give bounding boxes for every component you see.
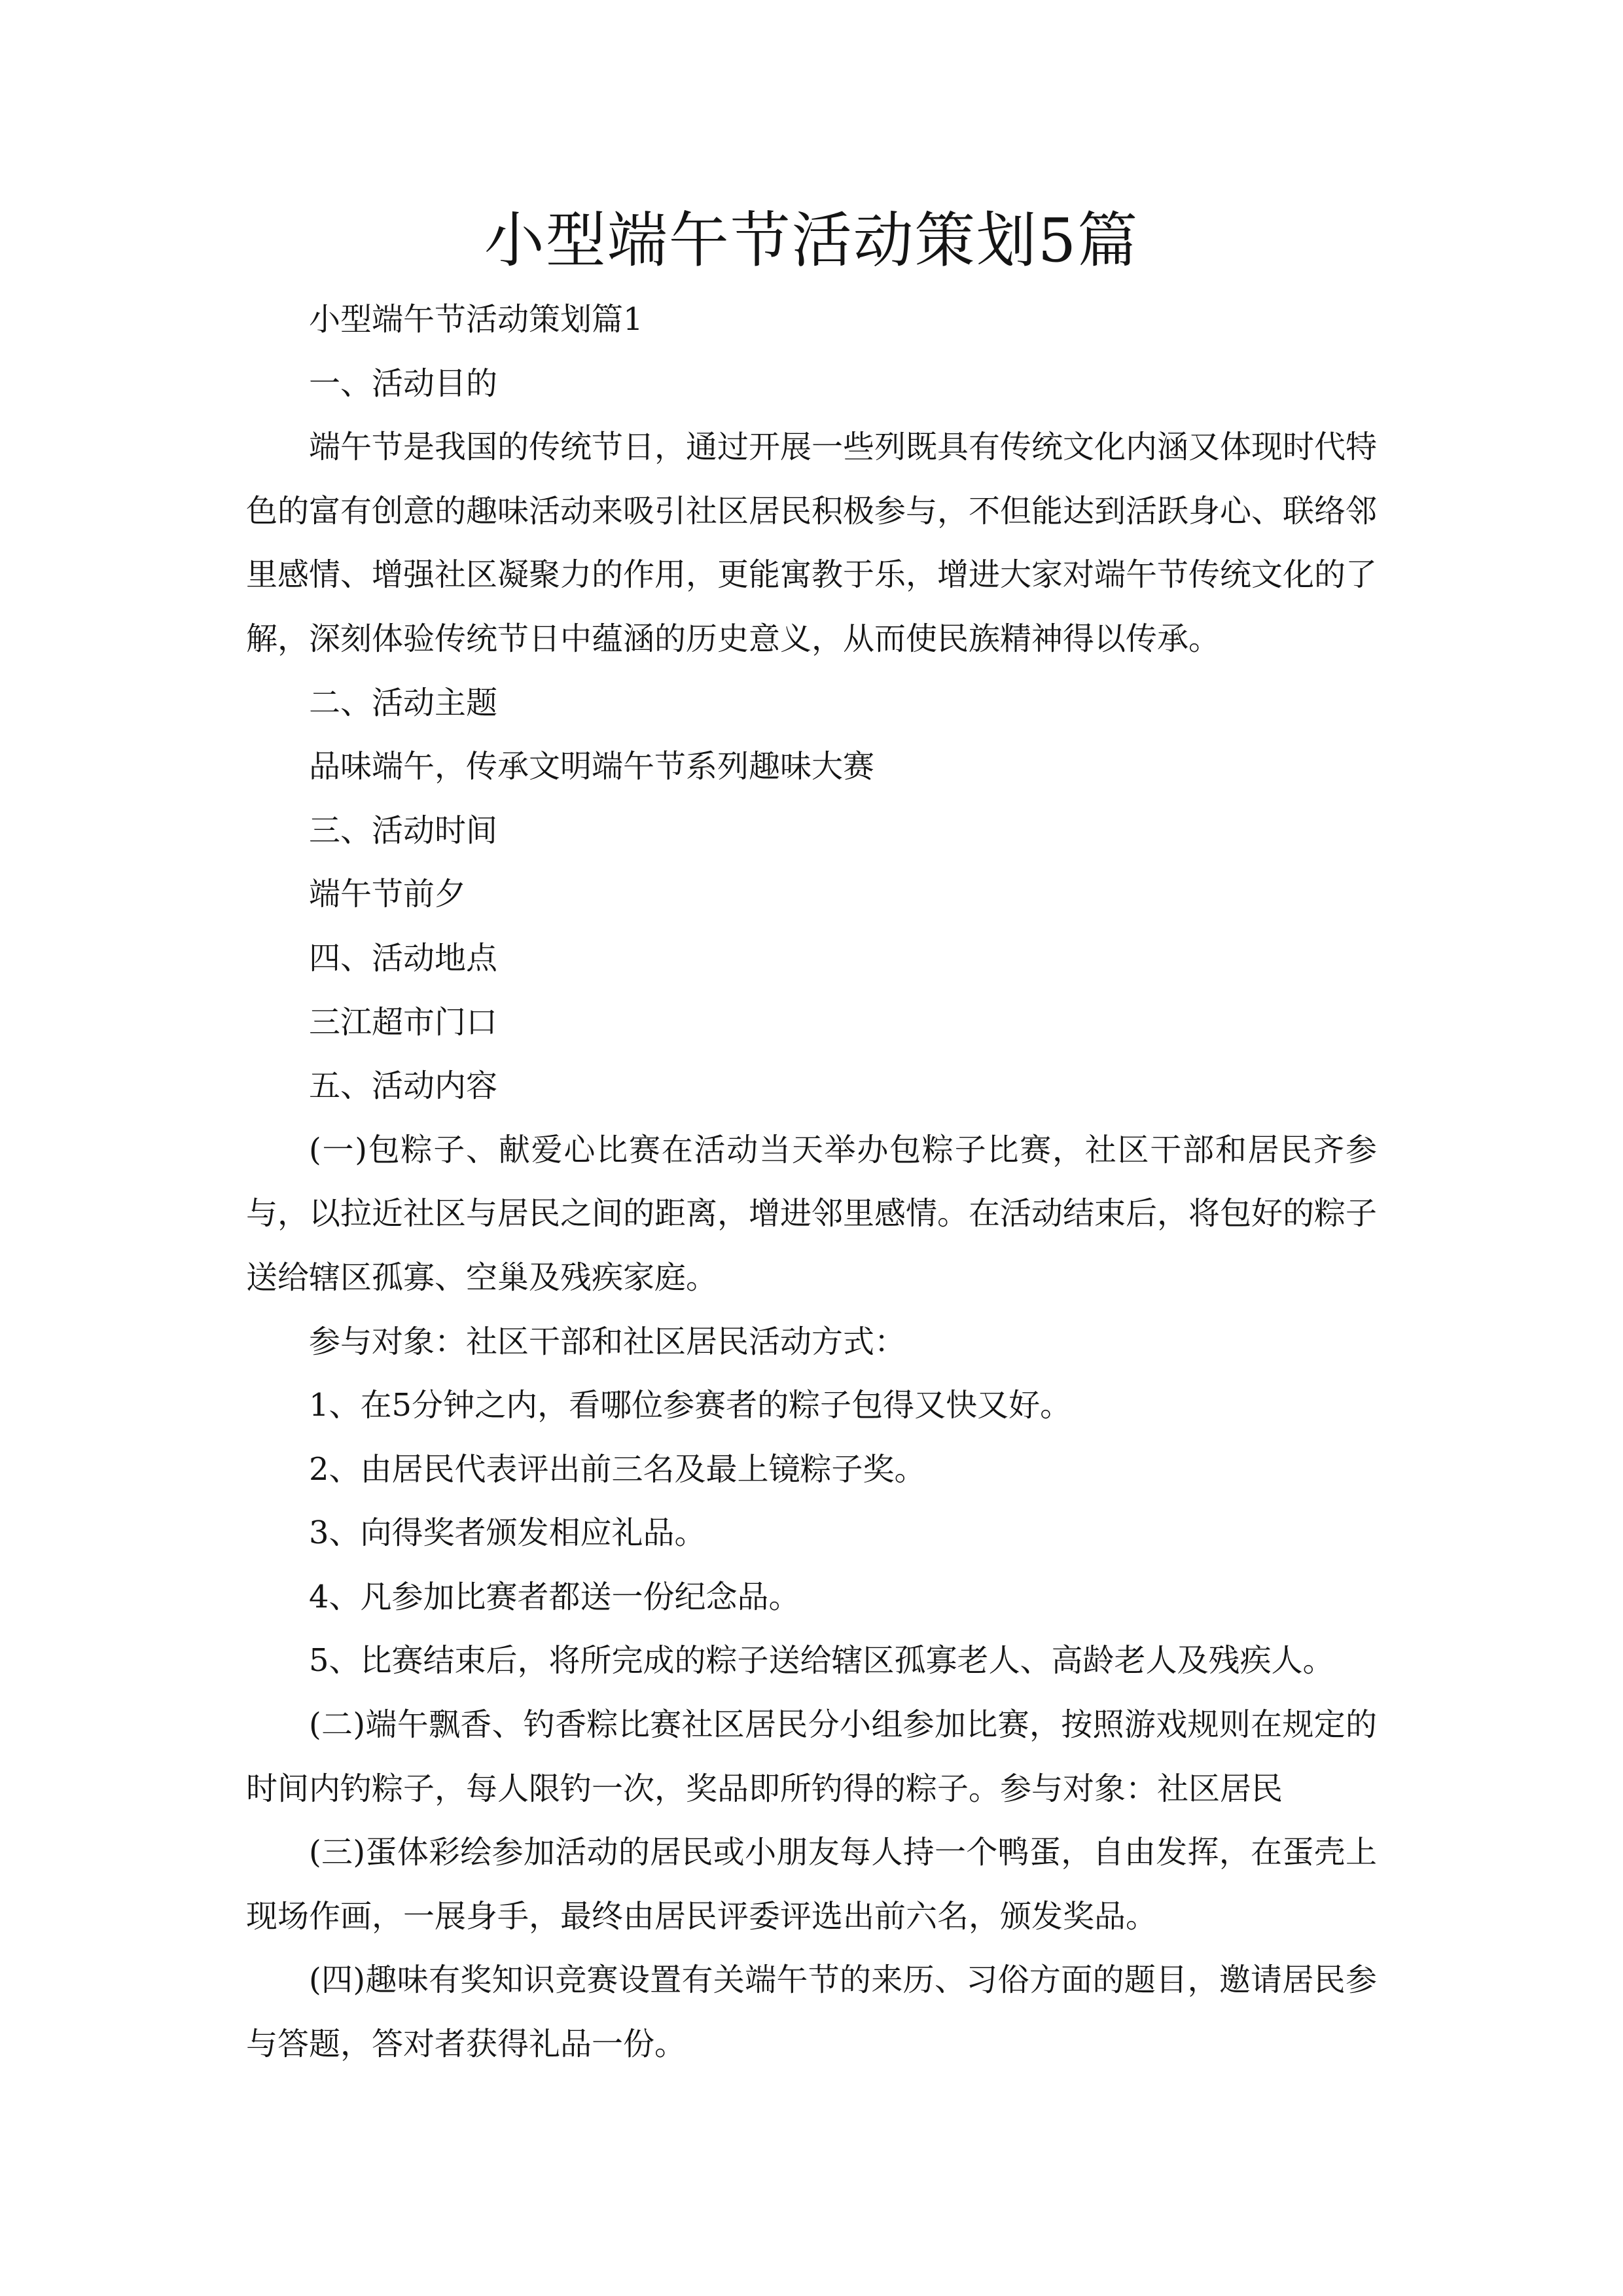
paragraph-subtitle: 小型端午节活动策划篇1: [309, 301, 643, 338]
list-item-4: 4、凡参加比赛者都送一份纪念品。: [309, 1578, 800, 1615]
section-heading-theme: 二、活动主题: [309, 684, 498, 721]
list-item-5: 5、比赛结束后，将所完成的粽子送给辖区孤寡老人、高龄老人及残疾人。: [309, 1642, 1334, 1679]
document-title: 小型端午节活动策划5篇: [484, 206, 1139, 276]
list-item-3: 3、向得奖者颁发相应礼品。: [309, 1515, 706, 1552]
paragraph-content-2: (二)端午飘香、钓香粽比赛社区居民分小组参加比赛，按照游戏规则在规定的时间内钓粽子，每人限钓一次，奖品即所钓得的粽子。参与对象：社区居民: [246, 1706, 1377, 1807]
paragraph-location: 三江超市门口: [309, 1003, 498, 1041]
paragraph-content-3: (三)蛋体彩绘参加活动的居民或小朋友每人持一个鸭蛋，自由发挥，在蛋壳上现场作画，一展身手，最终由居民评委评选出前六名，颁发奖品。: [246, 1834, 1377, 1935]
paragraph-purpose: 端午节是我国的传统节日，通过开展一些列既具有传统文化内涵又体现时代特色的富有创意的趣味活动来吸引社区居民积极参与，不但能达到活跃身心、联络邻里感情、增强社区凝聚力的作用，更能寓教于乐，增进大家对端午节传统文化的了解，深刻体验传统节日中蕴涵的历史意义，从而使民族精神得以传承。: [246, 429, 1378, 657]
paragraph-content-1: (一)包粽子、献爱心比赛在活动当天举办包粽子比赛，社区干部和居民齐参与，以拉近社区与居民之间的距离，增进邻里感情。在活动结束后，将包好的粽子送给辖区孤寡、空巢及残疾家庭。: [246, 1131, 1378, 1296]
section-heading-location: 四、活动地点: [309, 939, 498, 977]
section-heading-purpose: 一、活动目的: [309, 365, 498, 402]
list-item-2: 2、由居民代表评出前三名及最上镜粽子奖。: [309, 1450, 926, 1488]
paragraph-participants: 参与对象：社区干部和社区居民活动方式：: [309, 1323, 906, 1360]
document-body: [246, 288, 1377, 2077]
list-item-1: 1、在5分钟之内，看哪位参赛者的粽子包得又快又好。: [309, 1387, 1072, 1424]
section-heading-content: 五、活动内容: [309, 1067, 498, 1105]
paragraph-content-4: (四)趣味有奖知识竞赛设置有关端午节的来历、习俗方面的题目，邀请居民参与答题，答对者获得礼品一份。: [246, 1962, 1377, 2063]
paragraph-time: 端午节前夕: [309, 876, 467, 913]
section-heading-time: 三、活动时间: [309, 812, 498, 849]
paragraph-theme: 品味端午，传承文明端午节系列趣味大赛: [309, 748, 875, 785]
